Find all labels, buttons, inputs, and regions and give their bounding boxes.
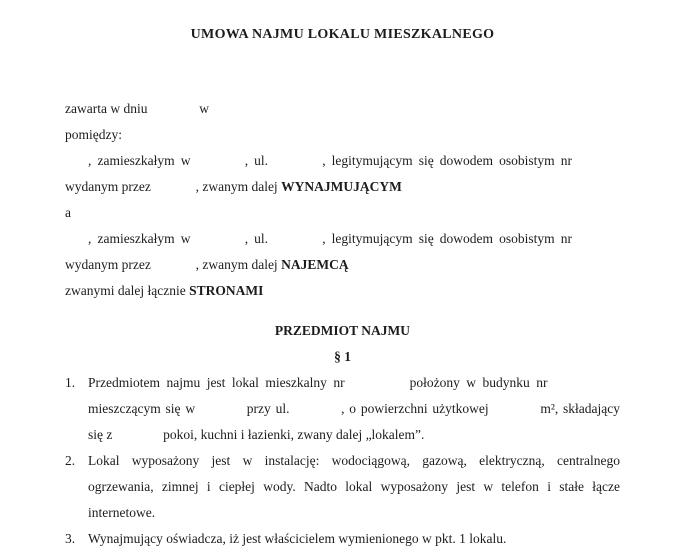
landlord-street-text: , ul. xyxy=(244,153,269,168)
blank-city-field xyxy=(197,242,239,243)
blank-street-field xyxy=(294,412,336,413)
tenant-issued-by-text: wydanym przez xyxy=(65,257,151,272)
tenant-role-line xyxy=(65,252,620,278)
tenant-role-name: NAJEMCĄ xyxy=(281,257,349,272)
jointly-line xyxy=(65,278,620,304)
blank-street-field xyxy=(274,242,316,243)
tenant-residing-text: , zamieszkałym w xyxy=(88,231,191,246)
landlord-called-text: , zwanym dalej xyxy=(195,179,278,194)
landlord-residing-text: , zamieszkałym w xyxy=(88,153,191,168)
blank-date-field xyxy=(151,112,196,113)
clause-3-text: Wynajmujący oświadcza, iż jest właścicielem wymienionego w pkt. 1 lokalu. xyxy=(88,531,507,546)
jointly-text: zwanymi dalej łącznie xyxy=(65,283,186,298)
blank-street-field xyxy=(274,164,316,165)
clause-1-line-3 xyxy=(88,422,620,448)
clause-2-text: Lokal wyposażony jest w instalację: wodociągową, gazową, elektryczną, centralnego xyxy=(88,453,620,468)
clause-1-text: pokoi, kuchni i łazienki, zwany dalej „lokalem”. xyxy=(163,427,425,442)
landlord-role-line xyxy=(65,174,620,200)
clause-2 xyxy=(65,448,620,526)
clause-2-text: ogrzewania, zimnej i ciepłej wody. Nadto lokal wyposażony jest w telefon i stałe łącze xyxy=(88,479,620,494)
clause-1-line-1 xyxy=(88,370,620,396)
landlord-role-name: WYNAJMUJĄCYM xyxy=(281,179,402,194)
blank-city-field xyxy=(200,412,242,413)
blank-area-field xyxy=(493,412,535,413)
clause-3-line-1 xyxy=(88,526,620,549)
document-title: UMOWA NAJMU LOKALU MIESZKALNEGO xyxy=(190,27,495,42)
clause-number: 1. xyxy=(65,375,76,390)
clause-1-line-2 xyxy=(88,396,620,422)
clause-1-text: , o powierzchni użytkowej xyxy=(341,401,489,416)
conjunction-text: a xyxy=(65,205,71,220)
clause-1-text: m², składający xyxy=(540,401,620,416)
clause-2-text: internetowe. xyxy=(88,505,156,520)
blank-apartment-number-field xyxy=(351,386,403,387)
clause-1-text: położony w budynku nr xyxy=(409,375,548,390)
blank-id-number-field xyxy=(578,164,620,165)
clause-1-text: przy ul. xyxy=(246,401,290,416)
tenant-street-text: , ul. xyxy=(244,231,269,246)
section-heading: PRZEDMIOT NAJMU xyxy=(274,323,411,338)
intro-date-phrase: zawarta w dniu xyxy=(65,101,148,116)
landlord-details-line xyxy=(65,148,620,174)
jointly-role-name: STRONAMI xyxy=(189,283,264,298)
tenant-details-line xyxy=(65,226,620,252)
conjunction-line xyxy=(65,200,620,226)
intro-between-label: pomiędzy: xyxy=(65,127,122,142)
clause-1-text: się z xyxy=(88,427,113,442)
clause-1-text: mieszczącym się w xyxy=(88,401,196,416)
paragraph-mark: § 1 xyxy=(334,349,351,364)
landlord-issued-by-text: wydanym przez xyxy=(65,179,151,194)
clause-number: 3. xyxy=(65,531,76,546)
blank-id-number-field xyxy=(578,242,620,243)
clause-1-text: Przedmiotem najmu jest lokal mieszkalny nr xyxy=(88,375,345,390)
clause-3 xyxy=(65,526,620,549)
blank-issuer-field xyxy=(154,268,192,269)
tenant-called-text: , zwanym dalej xyxy=(195,257,278,272)
intro-date-line xyxy=(65,96,620,122)
blank-city-field xyxy=(197,164,239,165)
intro-place-prefix: w xyxy=(199,101,209,116)
intro-between-line xyxy=(65,122,620,148)
clause-number: 2. xyxy=(65,453,76,468)
blank-rooms-count-field xyxy=(116,438,160,439)
clause-2-line-3 xyxy=(88,500,620,526)
clause-2-line-1 xyxy=(88,448,620,474)
blank-building-number-field xyxy=(554,386,620,387)
blank-issuer-field xyxy=(154,190,192,191)
clause-1 xyxy=(65,370,620,448)
clause-2-line-2 xyxy=(88,474,620,500)
landlord-id-text: , legitymującym się dowodem osobistym nr xyxy=(322,153,572,168)
tenant-id-text: , legitymującym się dowodem osobistym nr xyxy=(322,231,572,246)
